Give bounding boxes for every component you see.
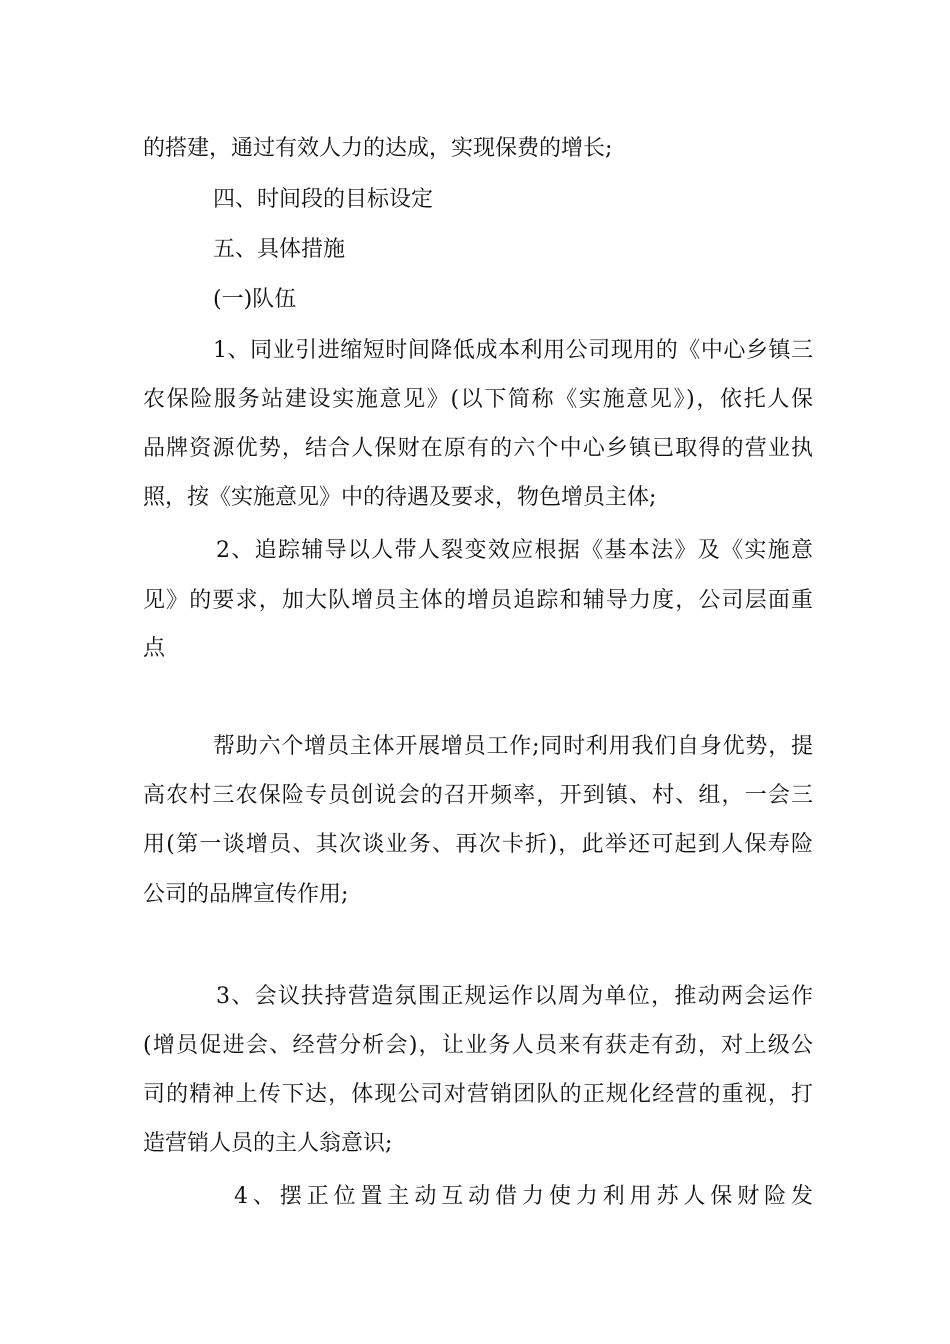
section-heading-five: 五、具体措施: [213, 237, 346, 262]
paragraph-line: 3、会议扶持营造氛围正规运作以周为单位，推动两会运作: [216, 984, 813, 1009]
paragraph-line: 2、追踪辅导以人带人裂变效应根据《基本法》及《实施意: [216, 538, 813, 563]
paragraph-line: (增员促进会、经营分析会)，让业务人员来有获走有劲，对上级公: [143, 1033, 813, 1058]
subsection-heading-team: (一)队伍: [213, 287, 297, 312]
paragraph-line: 见》的要求，加大队增员主体的增员追踪和辅导力度，公司层面重: [143, 588, 813, 613]
paragraph-line: 照，按《实施意见》中的待遇及要求，物色增员主体;: [143, 485, 657, 510]
paragraph-line: 4、摆正位置主动互动借力使力利用苏人保财险发: [234, 1184, 813, 1209]
paragraph-line: 的搭建，通过有效人力的达成，实现保费的增长;: [143, 136, 613, 161]
paragraph-line: 司的精神上传下达，体现公司对营销团队的正规化经营的重视，打: [143, 1082, 813, 1107]
section-heading-four: 四、时间段的目标设定: [213, 187, 434, 212]
paragraph-line: 农保险服务站建设实施意见》(以下简称《实施意见》)，依托人保: [143, 387, 813, 412]
paragraph-line: 点: [143, 636, 166, 661]
paragraph-line: 1、同业引进缩短时间降低成本利用公司现用的《中心乡镇三: [213, 338, 813, 363]
paragraph-line: 帮助六个增员主体开展增员工作;同时利用我们自身优势，提: [213, 734, 813, 759]
paragraph-line: 高农村三农保险专员创说会的召开频率，开到镇、村、组，一会三: [143, 783, 813, 808]
paragraph-line: 品牌资源优势，结合人保财在原有的六个中心乡镇已取得的营业执: [143, 436, 813, 461]
paragraph-line: 用(第一谈增员、其次谈业务、再次卡折)，此举还可起到人保寿险: [143, 832, 813, 857]
paragraph-line: 造营销人员的主人翁意识;: [143, 1131, 393, 1156]
paragraph-line: 公司的品牌宣传作用;: [143, 882, 349, 907]
